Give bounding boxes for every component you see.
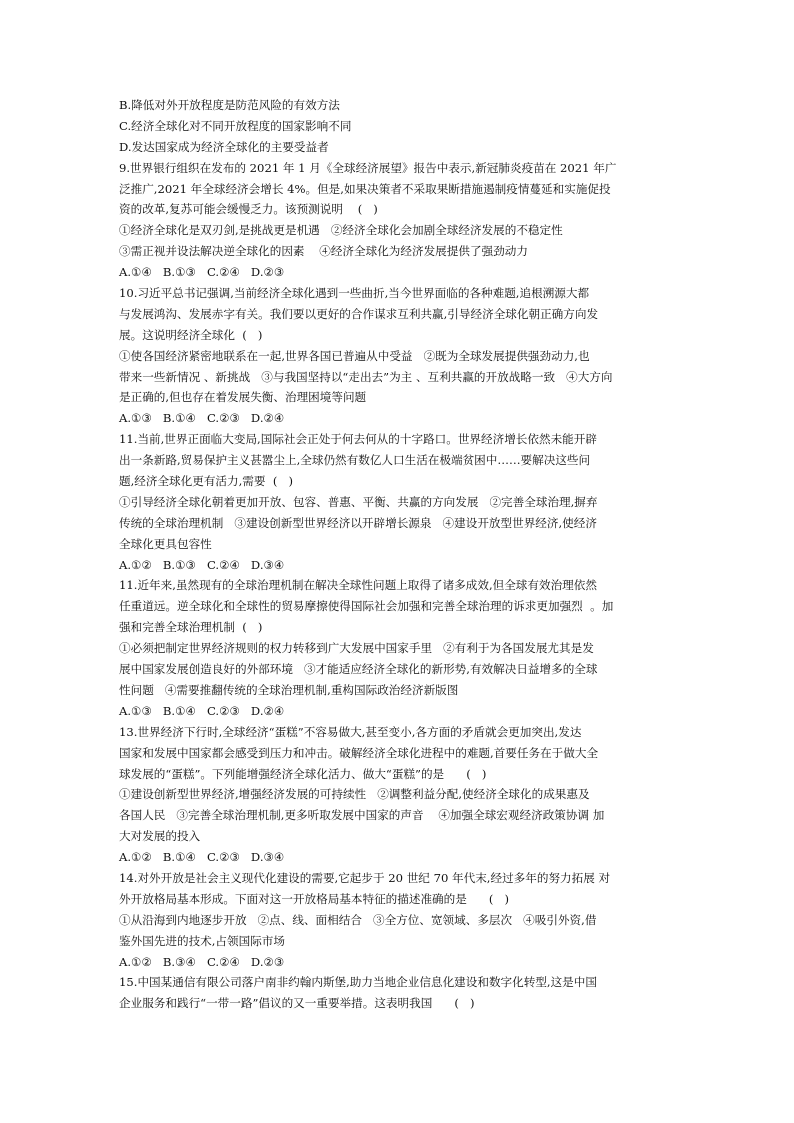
question-12-text: 任重道远。逆全球化和全球性的贸易摩擦使得国际社会加强和完善全球治理的诉求更加强烈 。加 <box>119 599 614 614</box>
option-line: B.降低对外开放程度是防范风险的有效方法 <box>119 98 340 112</box>
question-11-statements: 全球化更具包容性 <box>119 536 212 551</box>
question-9-text: 资的改革,复苏可能会缓慢乏力。该预测说明 ( ) <box>119 202 378 217</box>
question-9-statements: ③需正视并设法解决逆全球化的因素 ④经济全球化为经济发展提供了强劲动力 <box>119 244 528 259</box>
question-11-choices: A.①② B.①③ C.②④ D.③④ <box>119 557 285 572</box>
question-12-statements: ①必须把制定世界经济规则的权力转移到广大发展中国家手里 ②有利于为各国发展尤其是发 <box>119 641 594 656</box>
question-12-statements: 性问题 ④需要推翻传统的全球治理机制,重构国际政治经济新版图 <box>119 682 459 697</box>
question-10-text: 与发展鸿沟、发展赤字有关。我们要以更好的合作谋求互利共赢,引导经济全球化朝正确方向发 <box>119 306 599 321</box>
question-9-text: 泛推广,2021 年全球经济会增长 4%。但是,如果决策者不采取果断措施遏制疫情蔓延和实施促投 <box>119 181 611 196</box>
question-13-text: 13.世界经济下行时,全球经济“蛋糕”不容易做大,甚至变小,各方面的矛盾就会更加突出,发达 <box>119 724 582 739</box>
question-14-statements: ①从沿海到内地逐步开放 ②点、线、面相结合 ③全方位、宽领域、多层次 ④吸引外资,借 <box>119 912 597 927</box>
question-11-statements: ①引导经济全球化朝着更加开放、包容、普惠、平衡、共赢的方向发展 ②完善全球治理,摒弃 <box>119 494 598 509</box>
option-line: C.经济全球化对不同开放程度的国家影响不同 <box>119 118 352 133</box>
question-11-text: 出一条新路,贸易保护主义甚嚣尘上,全球仍然有数亿人口生活在极端贫困中……要解决这些问 <box>119 453 591 468</box>
question-14-statements: 鉴外国先进的技术,占领国际市场 <box>119 933 285 948</box>
question-13-statements: 大对发展的投入 <box>119 829 201 844</box>
question-12-text: 11.近年来,虽然现有的全球治理机制在解决全球性问题上取得了诸多成效,但全球有效治理依然 <box>119 578 597 593</box>
question-14-choices: A.①② B.③④ C.②④ D.②③ <box>119 954 285 969</box>
question-11-text: 11.当前,世界正面临大变局,国际社会正处于何去何从的十字路口。世界经济增长依然未能开辟 <box>119 432 597 447</box>
question-9-choices: A.①④ B.①③ C.②④ D.②③ <box>119 265 285 280</box>
question-9-text: 9.世界银行组织在发布的 2021 年 1 月《全球经济展望》报告中表示,新冠肺炎疫苗在 2021 年广 <box>119 160 617 175</box>
question-10-statements: 是正确的,但也存在着发展失衡、治理困境等问题 <box>119 390 367 405</box>
question-12-choices: A.①③ B.①④ C.②③ D.②④ <box>119 703 285 718</box>
question-13-text: 国家和发展中国家都会感受到压力和冲击。破解经济全球化进程中的难题,首要任务在于做大全 <box>119 745 599 760</box>
question-15-text: 企业服务和践行“一带一路”倡议的又一重要举措。这表明我国 ( ) <box>119 996 475 1011</box>
exam-page <box>119 95 679 1014</box>
question-14-text: 14.对外开放是社会主义现代化建设的需要,它起步于 20 世纪 70 年代末,经过多年的努力拓展 对 <box>119 870 611 885</box>
question-14-text: 外开放格局基本形成。下面对这一开放格局基本特征的描述准确的是 ( ) <box>119 891 510 906</box>
question-15-text: 15.中国某通信有限公司落户南非约翰内斯堡,助力当地企业信息化建设和数字化转型,这是中国 <box>119 975 597 990</box>
question-13-statements: ①建设创新型世界经济,增强经济发展的可持续性 ②调整利益分配,使经济全球化的成果惠及 <box>119 787 590 802</box>
question-10-statements: 带来一些新情况 、新挑战 ③与我国坚持以“走出去”为主 、互利共赢的开放战略一致 ④大方向 <box>119 369 613 384</box>
question-10-choices: A.①③ B.①④ C.②③ D.②④ <box>119 411 285 426</box>
question-13-text: 球发展的“蛋糕”。下列能增强经济全球化活力、做大“蛋糕”的是 ( ) <box>119 766 487 781</box>
question-12-text: 强和完善全球治理机制 ( ) <box>119 620 263 635</box>
option-line: D.发达国家成为经济全球化的主要受益者 <box>119 139 329 154</box>
question-10-statements: ①使各国经济紧密地联系在一起,世界各国已普遍从中受益 ②既为全球发展提供强劲动力,也 <box>119 348 590 363</box>
question-9-statements: ①经济全球化是双刃剑,是挑战更是机遇 ②经济全球化会加剧全球经济发展的不稳定性 <box>119 223 563 238</box>
question-10-text: 10.习近平总书记强调,当前经济全球化遇到一些曲折,当今世界面临的各种难题,追根溯源大都 <box>119 286 590 301</box>
question-10-text: 展。这说明经济全球化 ( ) <box>119 327 263 342</box>
question-12-statements: 展中国家发展创造良好的外部环境 ③才能适应经济全球化的新形势,有效解决日益增多的全球 <box>119 662 598 677</box>
question-13-statements: 各国人民 ③完善全球治理机制,更多听取发展中国家的声音 ④加强全球宏观经济政策协调 加 <box>119 808 605 823</box>
question-11-statements: 传统的全球治理机制 ③建设创新型世界经济以开辟增长源泉 ④建设开放型世界经济,使经济 <box>119 515 597 530</box>
question-13-choices: A.①② B.①④ C.②③ D.③④ <box>119 850 285 865</box>
question-11-text: 题,经济全球化更有活力,需要 ( ) <box>119 474 293 489</box>
